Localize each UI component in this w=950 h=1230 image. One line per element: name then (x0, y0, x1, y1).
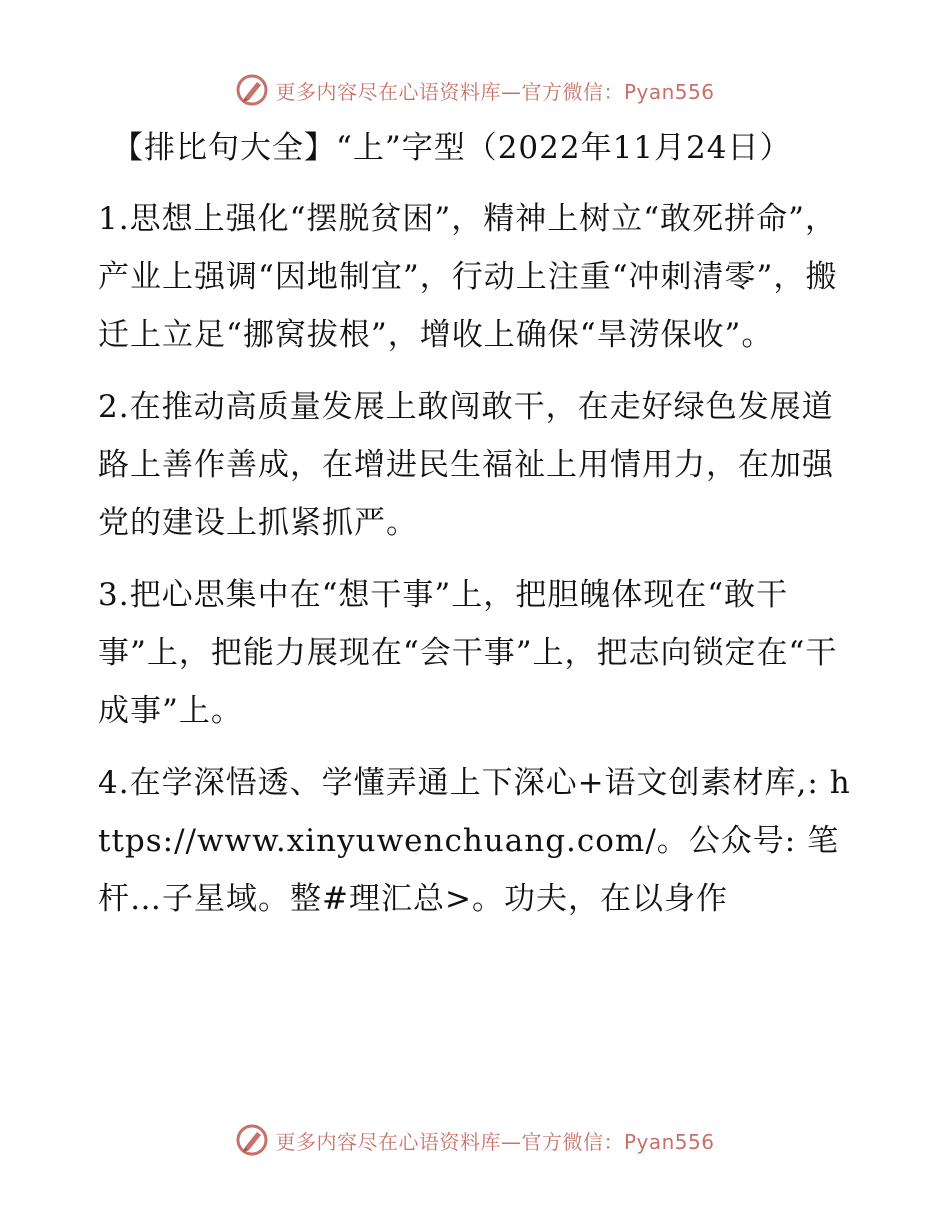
footer-watermark-text: 更多内容尽在心语资料库—官方微信：Pyan556 (275, 1129, 715, 1154)
paragraph-2: 2.在推动高质量发展上敢闯敢干，在走好绿色发展道路上善作善成，在增进民生福祉上用情用力，在加强党的建设上抓紧抓严。 (98, 389, 834, 541)
paragraph-1: 1.思想上强化“摆脱贫困”，精神上树立“敢死拼命”，产业上强调“因地制宜”，行动上注重“冲刺清零”，搬迁上立足“挪窝拔根”，增收上确保“旱涝保收”。 (98, 201, 838, 353)
document-title: 【排比句大全】“上”字型（2022年11月24日） (112, 130, 792, 166)
paragraph-3: 3.把心思集中在“想干事”上，把胆魄体现在“敢干事”上，把能力展现在“会干事”上，把志向锁定在“干成事”上。 (98, 577, 838, 729)
pen-logo-icon (235, 73, 269, 107)
document-body (98, 122, 858, 942)
pen-logo-icon (235, 1123, 269, 1157)
header-watermark (0, 70, 950, 110)
header-watermark-text: 更多内容尽在心语资料库—官方微信：Pyan556 (275, 79, 715, 104)
footer-watermark (0, 1120, 950, 1160)
paragraph-4: 4.在学深悟透、学懂弄通上下深心+语文创素材库,: https://www.xinyuwenchuang.com/。公众号: 笔杆…子星域。整#理汇总>。功夫，在以身作 (98, 765, 851, 917)
